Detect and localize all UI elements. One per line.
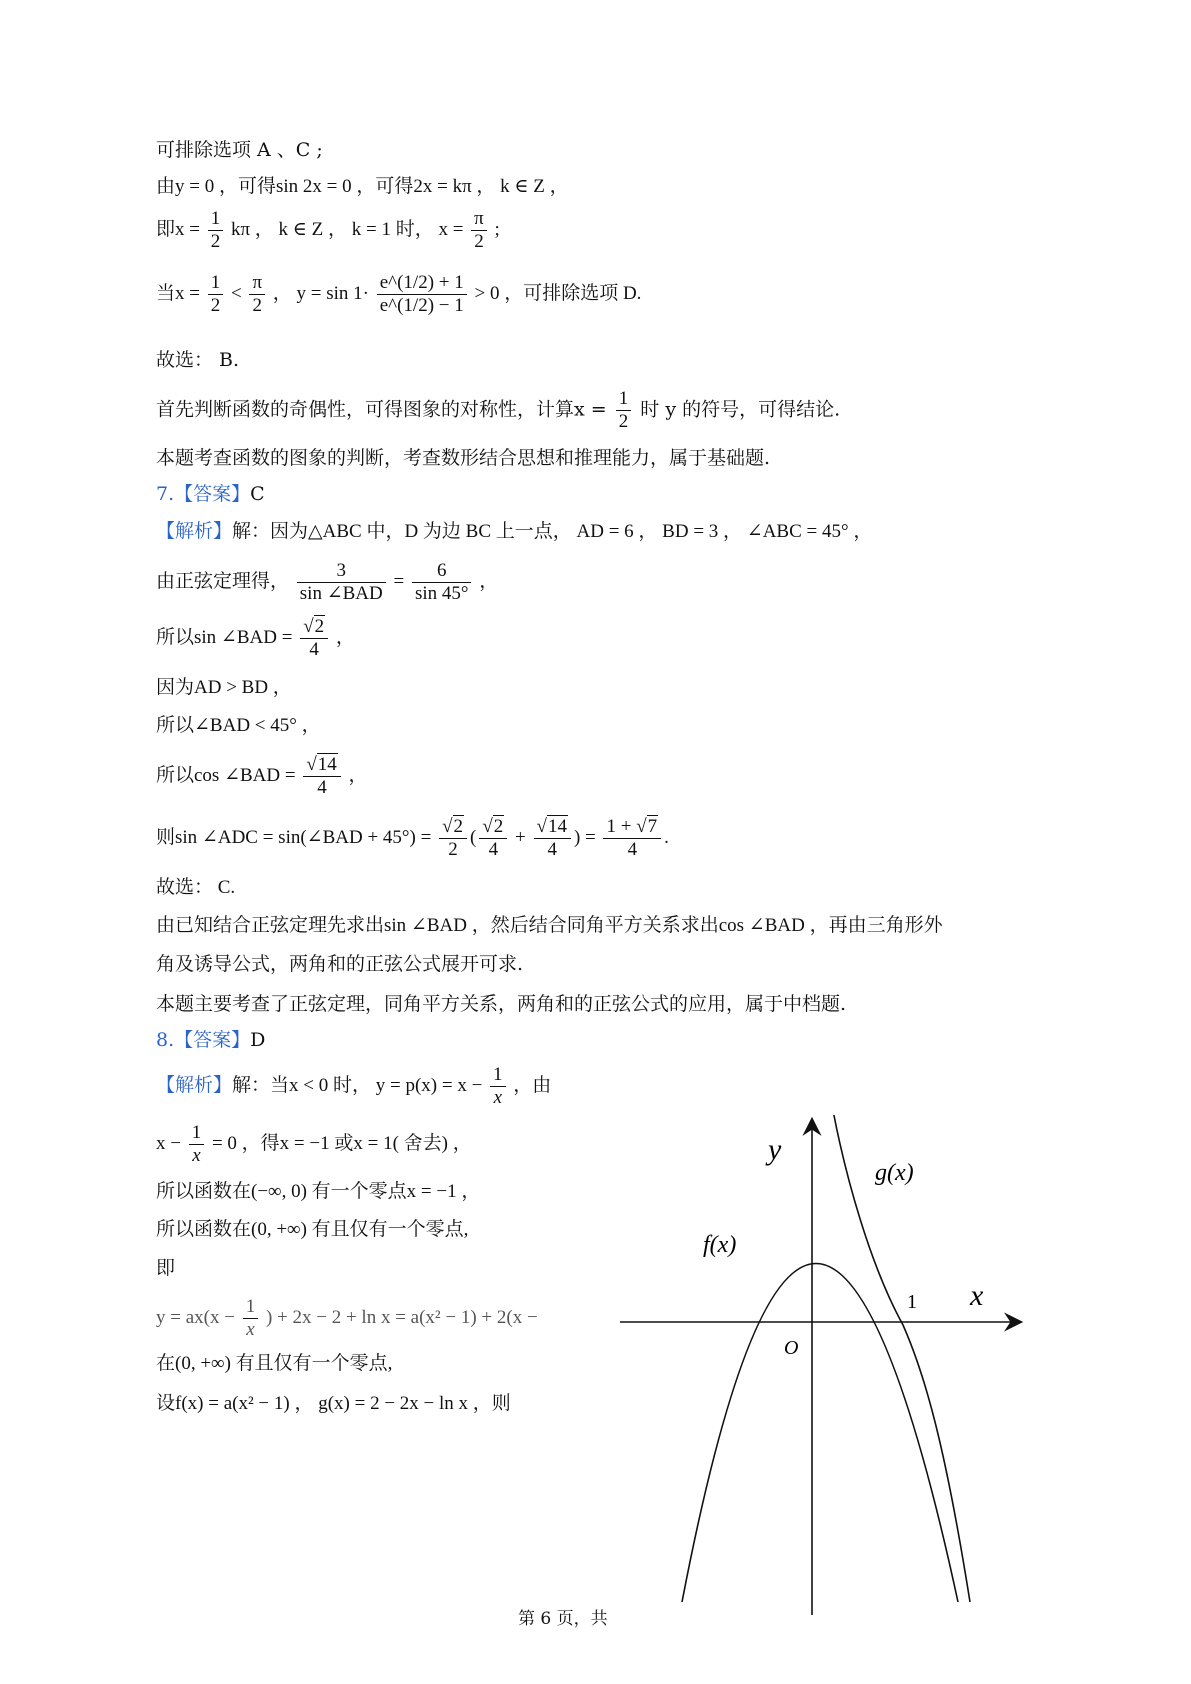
fraction-one-half-c: $\frac{1}{2}$ (616, 388, 632, 433)
line-bad-lt-45: 所以∠BAD < 45° ， (156, 715, 321, 736)
fraction-root2-over-4-b: $\frac{√2}{4}$ (479, 816, 507, 861)
line-sin-adc: 则sin ∠ADC = sin(∠BAD + 45°) = $\frac{√2}{2}$ ( $\frac{√2}{4}$ + $\frac{√14}{4}$ ) = $\frac{1 + √7}{4}$ . (156, 816, 669, 860)
line-zero-positive: 所以函数在(0, +∞) 有且仅有一个零点, (156, 1219, 469, 1240)
line-ad-gt-bd: 因为AD > BD ， (156, 677, 292, 698)
fraction-root2-over-2: $\frac{√2}{2}$ (439, 816, 467, 861)
line-analysis-parity: 首先判断函数的奇偶性，可得图象的对称性，计算x = $\frac{1}{2}$ 时 y 的符号，可得结论. (156, 388, 841, 432)
line-x-half-less-pi: 当x = $\frac{1}{2}$ < $\frac{\pi}{2}$ ， y = sin 1· $\frac{e\^{}(1/2) + 1}{e\^{}(1/2) - 1}$ > 0 ，可排除选项 D. (156, 272, 642, 316)
q8-analysis-line: 【解析】解：当x < 0 时， y = p(x) = x − $\frac{1}{x}$ ，由 (156, 1064, 552, 1108)
fraction-root14-over-4: $\frac{√14}{4}$ (303, 754, 340, 799)
one-label: 1 (907, 1291, 917, 1313)
origin-label: O (784, 1337, 799, 1359)
line-x-half-k-pi: 即x = $\frac{1}{2}$ kπ ， k ∈ Z ， k = 1 时， x = $\frac{\pi}{2}$ ; (156, 208, 500, 252)
line-ji: 即 (156, 1257, 176, 1279)
q7-answer-heading: 7.【答案】C (156, 483, 265, 505)
function-graph (620, 1115, 1030, 1615)
q7-analysis-line: 【解析】解：因为△ABC 中，D 为边 BC 上一点， AD = 6 ， BD = 3 ， ∠ABC = 45° ， (156, 521, 873, 542)
line-comment-q7: 本题主要考查了正弦定理，同角平方关系，两角和的正弦公式的应用，属于中档题. (156, 993, 847, 1015)
line-unique-zero: 在(0, +∞) 有且仅有一个零点, (156, 1353, 393, 1374)
fraction-1-over-x: $\frac{1}{x}$ (490, 1064, 506, 1109)
line-choose-b: 故选： B. (156, 349, 240, 371)
page-footer: 第 6 页，共 (518, 1609, 608, 1629)
fraction-one-half: $\frac{1}{2}$ (208, 208, 224, 253)
line-y-zero: 由y = 0 ，可得sin 2x = 0 ，可得2x = kπ ， k ∈ Z ， (156, 176, 569, 197)
line-choose-c: 故选： C. (156, 877, 236, 898)
fraction-one-half-b: $\frac{1}{2}$ (208, 272, 224, 317)
y-axis-label: y (768, 1133, 782, 1166)
fraction-pi-half: $\frac{\pi}{2}$ (471, 208, 487, 253)
line-define-fg: 设f(x) = a(x² − 1) ， g(x) = 2 − 2x − ln x ，则 (156, 1393, 511, 1414)
g-curve (832, 1115, 970, 1602)
line-cos-bad: 所以cos ∠BAD = $\frac{√14}{4}$ ， (156, 754, 368, 798)
f-label: f(x) (703, 1232, 737, 1258)
line-method-q7: 由已知结合正弦定理先求出sin ∠BAD ，然后结合同角平方关系求出cos ∠BAD ，再由三角形外 (156, 915, 943, 936)
line-x-minus-1-over-x: x − $\frac{1}{x}$ = 0 ，得x = −1 或x = 1( 舍去) ， (156, 1122, 472, 1166)
x-axis-label: x (970, 1279, 984, 1312)
fraction-3-over-sin-bad: $\frac{3}{\text{sin ∠BAD}}$ (297, 560, 386, 605)
q8-answer-heading: 8.【答案】D (156, 1029, 266, 1051)
fraction-6-over-sin-45: $\frac{6}{\sin 45^\circ}$ (412, 560, 472, 605)
g-label: g(x) (875, 1160, 914, 1186)
fraction-pi-half-b: $\frac{\pi}{2}$ (249, 272, 265, 317)
line-comment-q6: 本题考查函数的图象的判断，考查数形结合思想和推理能力，属于基础题. (156, 447, 771, 469)
line-sine-law: 由正弦定理得， $\frac{3}{\text{sin ∠BAD}}$ = $\frac{6}{\sin 45^\circ}$ ， (156, 560, 499, 604)
line-y-equation: y = ax(x − $\frac{1}{x}$ ) + 2x − 2 + ln x = a(x² − 1) + 2(x − (156, 1296, 538, 1340)
fraction-1-plus-root7-over-4: $\frac{1 + √7}{4}$ (603, 816, 661, 861)
line-zero-negative: 所以函数在(−∞, 0) 有一个零点x = −1 ， (156, 1181, 481, 1202)
fraction-1-over-x-b: $\frac{1}{x}$ (189, 1122, 205, 1167)
line-method-q7-cont: 角及诱导公式，两角和的正弦公式展开可求. (156, 953, 524, 975)
line-exclude-ac: 可排除选项 A 、C ; (156, 139, 323, 161)
line-sin-bad: 所以sin ∠BAD = $\frac{√2}{4}$ ， (156, 616, 355, 660)
fraction-root2-over-4: $\frac{√2}{4}$ (300, 616, 328, 661)
fraction-e-ratio: $\frac{e\^{}(1/2) + 1}{e\^{}(1/2) - 1}$ (377, 272, 467, 317)
fraction-root14-over-4-b: $\frac{√14}{4}$ (534, 816, 571, 861)
f-curve (682, 1264, 958, 1603)
fraction-1-over-x-c: $\frac{1}{x}$ (243, 1296, 259, 1341)
